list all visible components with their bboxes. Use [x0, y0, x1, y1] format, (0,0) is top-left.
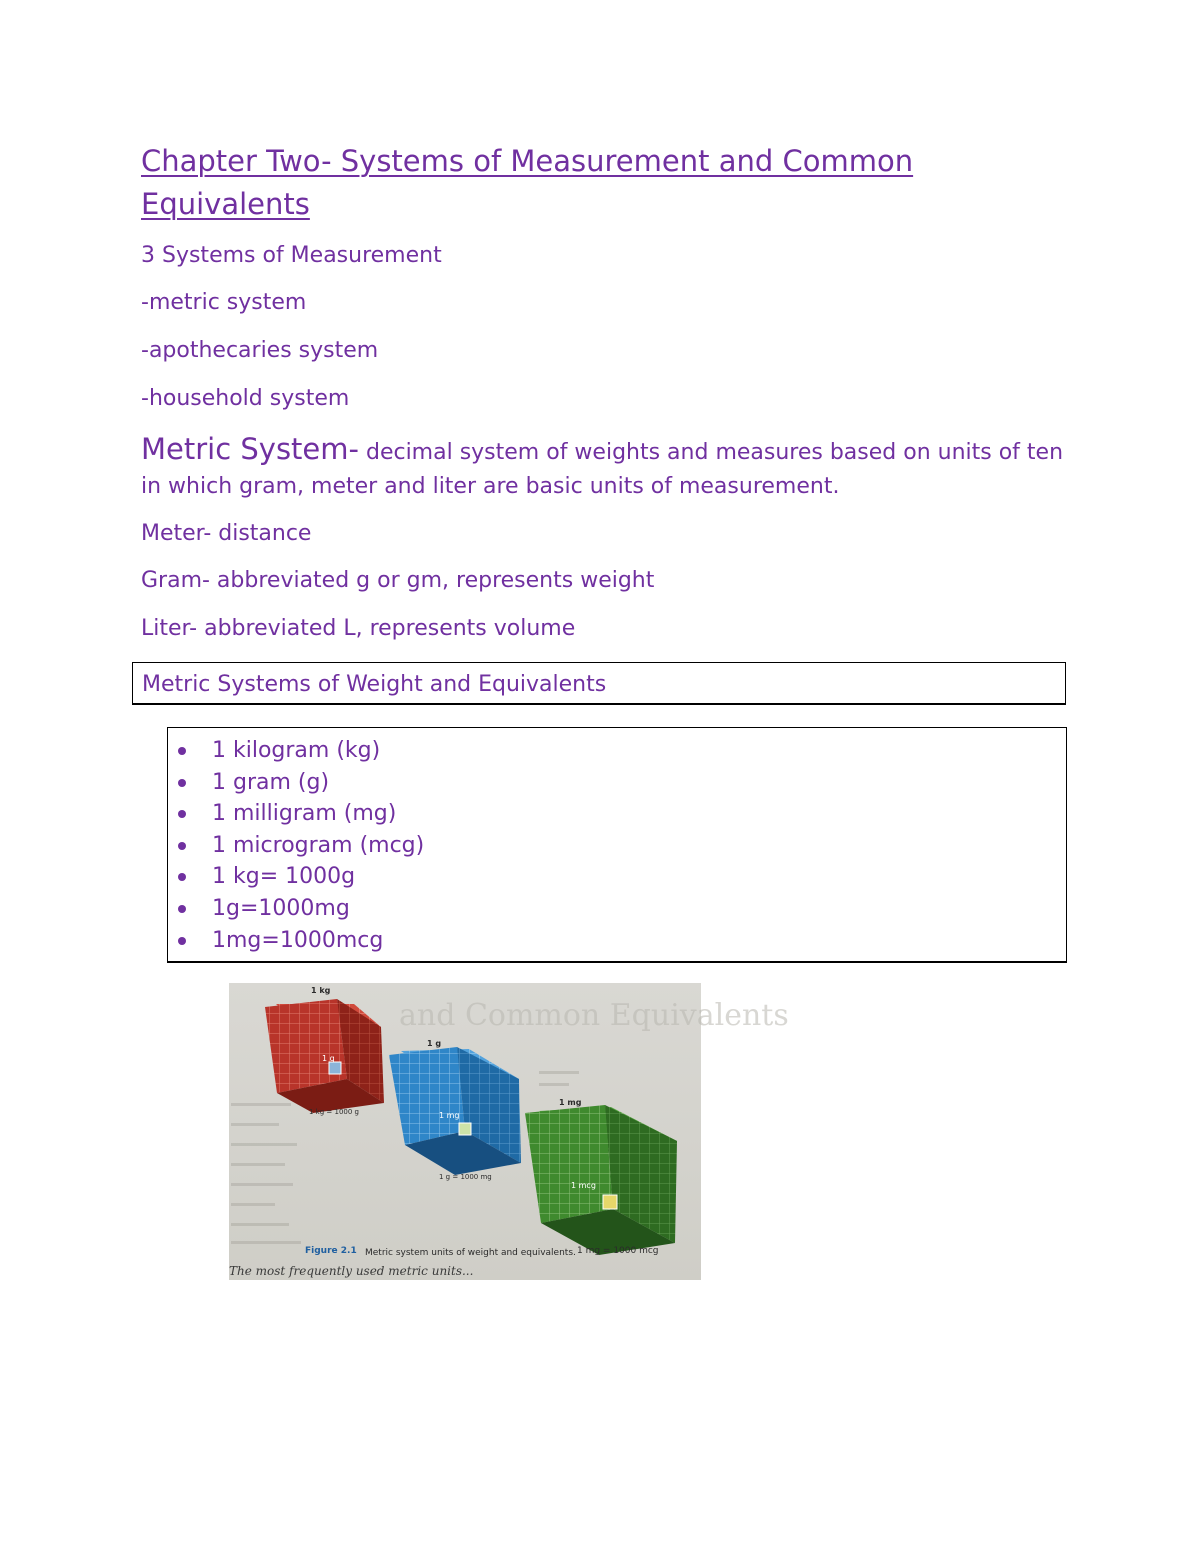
metric-system-heading: Metric System-: [141, 432, 359, 466]
figure-footer-text: The most frequently used metric units...: [229, 1264, 474, 1278]
list-item: 1 kilogram (kg): [176, 735, 424, 767]
metric-system-paragraph: [141, 432, 1071, 504]
inner-label-mcg: 1 mcg: [571, 1181, 596, 1190]
metric-cubes-figure: [229, 983, 789, 1280]
list-item: 1 gram (g): [176, 767, 424, 799]
equivalence-mg: 1 mg = 1000 mcg: [577, 1246, 659, 1256]
chapter-title: Chapter Two- Systems of Measurement and Common Equivalents: [141, 144, 914, 221]
weight-equivalents-box: [167, 727, 1067, 963]
cube-label-g: 1 g: [427, 1039, 442, 1048]
list-item: 1 milligram (mg): [176, 798, 424, 830]
bullet-icon: [178, 747, 186, 755]
inner-label-mg: 1 mg: [439, 1111, 460, 1120]
milligram-cube: [525, 1105, 677, 1255]
bullet-icon: [178, 842, 186, 850]
system-item-household: -household system: [141, 386, 350, 411]
figure-caption-label: Figure 2.1: [305, 1246, 357, 1256]
bullet-icon: [178, 873, 186, 881]
figure-caption-text: Metric system units of weight and equivalents.: [365, 1248, 576, 1258]
systems-heading: 3 Systems of Measurement: [141, 243, 442, 268]
list-item: 1g=1000mg: [176, 893, 424, 925]
bullet-icon: [178, 937, 186, 945]
bullet-icon: [178, 905, 186, 913]
system-item-apothecaries: -apothecaries system: [141, 338, 379, 363]
cube-label-mg: 1 mg: [559, 1098, 582, 1107]
equivalence-g: 1 g = 1000 mg: [439, 1173, 492, 1181]
metric-cubes-illustration: [229, 983, 789, 1280]
list-item: 1 kg= 1000g: [176, 861, 424, 893]
cube-label-kg: 1 kg: [311, 986, 331, 995]
list-item: 1mg=1000mcg: [176, 925, 424, 957]
equivalence-kg: 1 kg = 1000 g: [309, 1108, 359, 1116]
unit-liter: Liter- abbreviated L, represents volume: [141, 616, 576, 641]
table-title: Metric Systems of Weight and Equivalents: [142, 672, 607, 697]
list-item: 1 microgram (mcg): [176, 830, 424, 862]
inner-label-g: 1 g: [322, 1054, 335, 1063]
system-item-metric: -metric system: [141, 290, 307, 315]
unit-meter: Meter- distance: [141, 521, 312, 546]
metric-system-definition: decimal system of weights and measures based on units of ten in which gram, meter and liter are basic units of measurement.: [141, 440, 1064, 499]
bullet-icon: [178, 810, 186, 818]
unit-gram: Gram- abbreviated g or gm, represents weight: [141, 568, 655, 593]
background-text: and Common Equivalents: [399, 998, 789, 1033]
bullet-icon: [178, 779, 186, 787]
weight-equivalents-list: [176, 735, 424, 956]
table-title-box: [132, 662, 1066, 705]
